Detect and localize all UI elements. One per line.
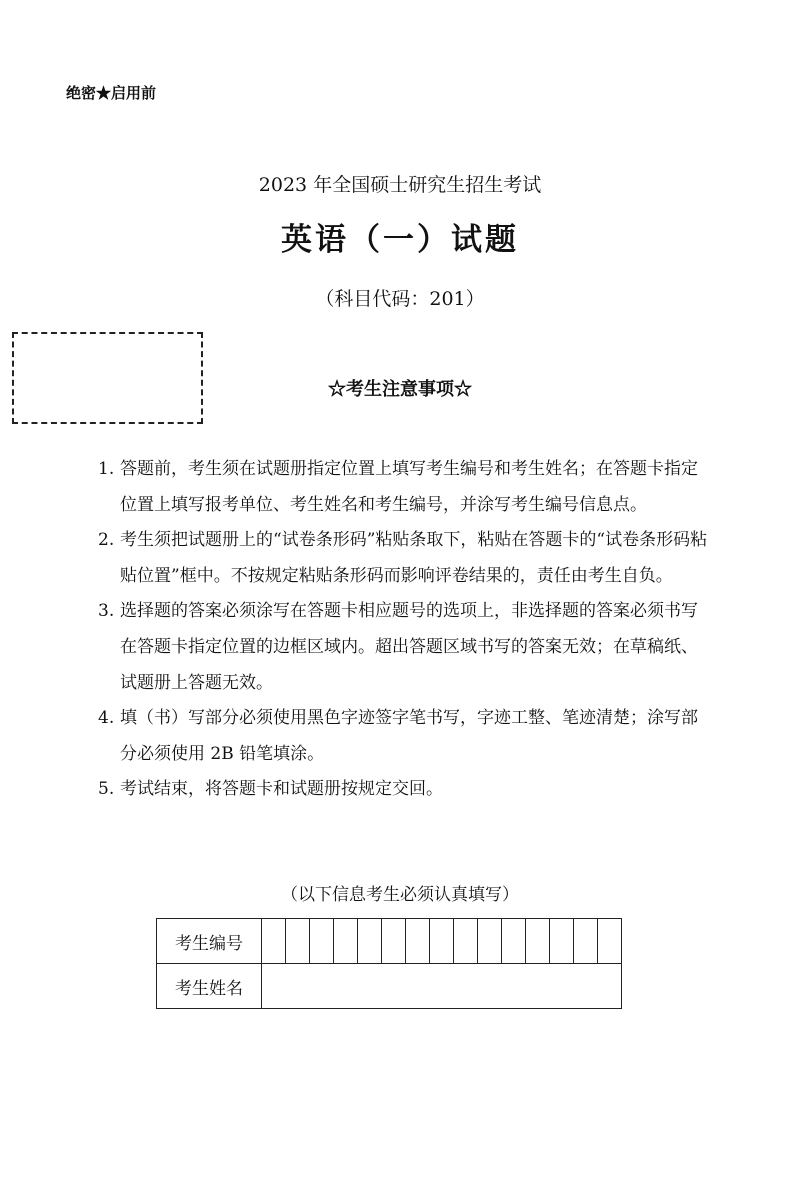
candidate-id-row: [157, 919, 622, 964]
candidate-id-digit-box[interactable]: [598, 919, 622, 964]
instruction-number: 4.: [98, 708, 115, 729]
instruction-text: 选择题的答案必须涂写在答题卡相应题号的选项上，非选择题的答案必须书写在答题卡指定位置的边框区域内。超出答题区域书写的答案无效；在草稿纸、试题册上答题无效。: [120, 601, 698, 693]
instruction-item: [98, 772, 710, 808]
candidate-id-digit-box[interactable]: [478, 919, 502, 964]
candidate-name-label: 考生姓名: [157, 964, 262, 1009]
instructions-list: [98, 452, 710, 808]
subject-code: （科目代码：201）: [315, 288, 485, 310]
candidate-name-field[interactable]: [262, 964, 622, 1009]
candidate-id-digit-box[interactable]: [574, 919, 598, 964]
instruction-text: 考试结束，将答题卡和试题册按规定交回。: [120, 779, 443, 800]
instruction-number: 5.: [98, 779, 115, 800]
instruction-text: 答题前，考生须在试题册指定位置上填写考生编号和考生姓名；在答题卡指定位置上填写报考单位、考生姓名和考生编号，并涂写考生编号信息点。: [120, 459, 698, 515]
candidate-id-digit-box[interactable]: [454, 919, 478, 964]
instruction-number: 1.: [98, 459, 115, 479]
candidate-id-digit-box[interactable]: [334, 919, 358, 964]
notice-heading: ☆考生注意事项☆: [328, 379, 472, 400]
candidate-id-digit-box[interactable]: [406, 919, 430, 964]
exam-name: 2023 年全国硕士研究生招生考试: [258, 174, 542, 196]
instruction-item: [98, 594, 710, 701]
instruction-number: 3.: [98, 601, 115, 622]
candidate-id-digit-box[interactable]: [262, 919, 286, 964]
candidate-id-label: 考生编号: [157, 919, 262, 964]
candidate-id-digit-box[interactable]: [358, 919, 382, 964]
candidate-id-digit-box[interactable]: [382, 919, 406, 964]
candidate-id-digit-box[interactable]: [286, 919, 310, 964]
candidate-id-digit-box[interactable]: [502, 919, 526, 964]
instruction-text: 填（书）写部分必须使用黑色字迹签字笔书写，字迹工整、笔迹清楚；涂写部分必须使用 2B 铅笔填涂。: [120, 708, 698, 764]
instruction-item: [98, 523, 710, 594]
candidate-id-digit-box[interactable]: [526, 919, 550, 964]
instruction-number: 2.: [98, 530, 115, 551]
instruction-text: 考生须把试题册上的“试卷条形码”粘贴条取下，粘贴在答题卡的“试卷条形码粘贴位置”框中。不按规定粘贴条形码而影响评卷结果的，责任由考生自负。: [120, 530, 708, 586]
candidate-id-digit-box[interactable]: [550, 919, 574, 964]
fill-in-note: （以下信息考生必须认真填写）: [281, 885, 519, 905]
candidate-id-digit-box[interactable]: [310, 919, 334, 964]
candidate-info-table: [156, 918, 622, 1009]
candidate-id-digit-box[interactable]: [430, 919, 454, 964]
page-title: 英语（一）试题: [281, 222, 519, 258]
candidate-name-row: [157, 964, 622, 1009]
instruction-item: [98, 452, 710, 523]
classification-label: 绝密★启用前: [66, 84, 157, 102]
instruction-item: [98, 701, 710, 772]
